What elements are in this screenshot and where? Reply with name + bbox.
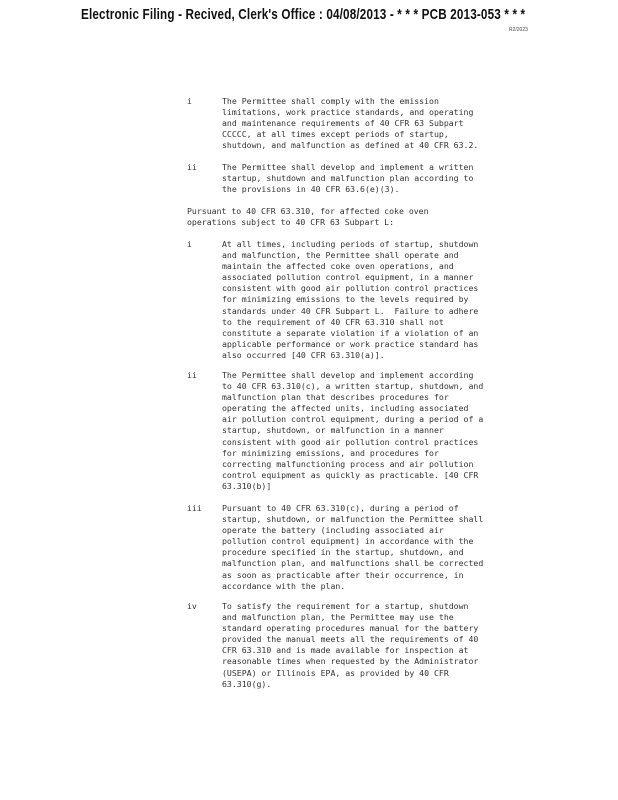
item-text: To satisfy the requirement for a startup, shutdown and malfunction plan, the Permittee may use the standard operating procedures manual for the battery provided the manual meets all the requirements of 40 CFR 63.310 and is made available for inspection at reasonable times when requested by the Administrator (USEPA) or Illinois EPA, as provided by 40 CFR 63.310(g). [222,601,479,689]
page-stamp: R2/2023 [509,27,528,33]
pursuant-paragraph: Pursuant to 40 CFR 63.310, for affected coke oven operations subject to 40 CFR 63 Subpart L: [187,206,429,228]
item-number: iii [187,503,202,513]
item-number: i [187,239,192,249]
item-number: ii [187,370,197,380]
item-text: At all times, including periods of startup, shutdown and malfunction, the Permittee shall operate and maintain the affected coke oven operations, and associated pollution control equipment, in a manner consistent with good air pollution control practices for minimizing emissions to the levels required by standards under 40 CFR Subpart L. Failure to adhere to the requirement of 40 CFR 63.310 shall not constitute a separate violation if a violation of an applicable performance or work practice standard has also occurred [40 CFR 63.310(a)]. [222,239,479,360]
item-text: The Permittee shall comply with the emission limitations, work practice standards, and operating and maintenance requirements of 40 CFR 63 Subpart CCCCC, at all times except periods of startup, shutdown, and malfunction as defined at 40 CFR 63.2. [222,96,479,151]
item-number: iv [187,601,197,611]
filing-header: Electronic Filing - Recived, Clerk's Office : 04/08/2013 - * * * PCB 2013-053 * * * [81,6,526,23]
item-number: ii [187,162,197,172]
item-text: Pursuant to 40 CFR 63.310(c), during a period of startup, shutdown, or malfunction the Permittee shall operate the battery (including associated air pollution control equipment) in accordance with the procedure specified in the startup, shutdown, and malfunction plan, and malfunctions shall be corrected as soon as practicable after their occurrence, in accordance with the plan. [222,503,484,591]
item-text: The Permittee shall develop and implement according to 40 CFR 63.310(c), a written startup, shutdown, and malfunction plan that describes procedures for operating the affected units, including associated air pollution control equipment, during a period of a startup, shutdown, or malfunction in a manner consistent with good air pollution control practices for minimizing emissions, and procedures for correcting malfunctioning process and air pollution control equipment as quickly as practicable. [40 CFR 63.310(b)] [222,370,484,491]
item-number: i [187,96,192,106]
item-text: The Permittee shall develop and implement a written startup, shutdown and malfunction plan according to the provisions in 40 CFR 63.6(e)(3). [222,162,474,195]
